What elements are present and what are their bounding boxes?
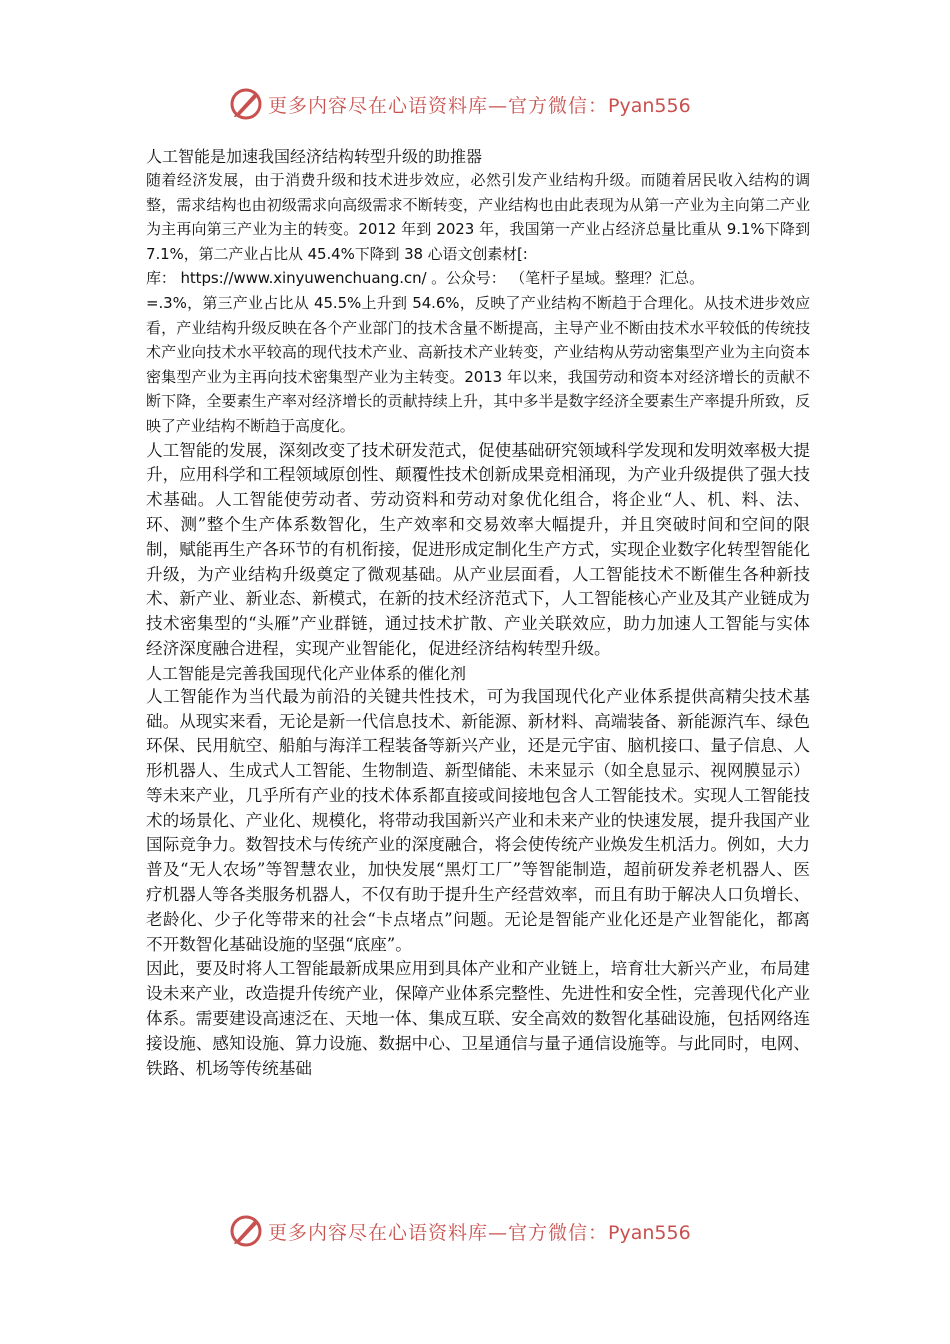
- banner-text: [268, 91, 691, 118]
- section-title-1: 人工智能是加速我国经济结构转型升级的助推器: [146, 147, 483, 166]
- brush-logo-icon: [228, 86, 264, 122]
- banner-wechat-id: Pyan556: [608, 94, 691, 117]
- document-body: [146, 145, 810, 1081]
- paragraph-1c: =.3%，第三产业占比从 45.5%上升到 54.6%，反映了产业结构不断趋于合理化。从技术进步效应看，产业结构升级反映在各个产业部门的技术含量不断提高，主导产业不断由技术水平较低的传统技术产业向技术水平较高的现代技术产业、高新技术产业转变，产业结构从劳动密集型产业为主向资本密集型产业为主再向技术密集型产业为主转变。2013 年以来，我国劳动和资本对经济增长的贡献不断下降，全要素生产率对经济增长的贡献持续上升，其中多半是数字经济全要素生产率提升所致，反映了产业结构不断趋于高度化。: [146, 293, 810, 435]
- paragraph-2: 人工智能的发展，深刻改变了技术研发范式，促使基础研究领域科学发现和发明效率极大提升，应用科学和工程领域原创性、颠覆性技术创新成果竞相涌现，为产业升级提供了强大技术基础。人工智能使劳动者、劳动资料和劳动对象优化组合，将企业“人、机、料、法、环、测”整个生产体系数智化，生产效率和交易效率大幅提升，并且突破时间和空间的限制，赋能再生产各环节的有机衔接，促进形成定制化生产方式，实现企业数字化转型智能化升级，为产业结构升级奠定了微观基础。从产业层面看，人工智能技术不断催生各种新技术、新产业、新业态、新模式，在新的技术经济范式下，人工智能核心产业及其产业链成为技术密集型的“头雁”产业群链，通过技术扩散、产业关联效应，助力加速人工智能与实体经济深度融合进程，实现产业智能化，促进经济结构转型升级。: [146, 440, 810, 658]
- banner-text: [268, 1218, 691, 1245]
- section-title-2: 人工智能是完善我国现代化产业体系的催化剂: [146, 663, 467, 683]
- banner-slogan: 更多内容尽在心语资料库—官方微信：: [268, 1221, 609, 1244]
- banner-slogan: 更多内容尽在心语资料库—官方微信：: [268, 94, 609, 117]
- brush-logo-icon: [228, 1213, 264, 1249]
- banner-wechat-id: Pyan556: [608, 1221, 691, 1244]
- footer-banner: [228, 1213, 748, 1249]
- paragraph-1a: 随着经济发展，由于消费升级和技术进步效应，必然引发产业结构升级。而随着居民收入结构的调整，需求结构也由初级需求向高级需求不断转变，产业结构也由此表现为从第一产业为主向第二产业为主再向第三产业为主的转变。2012 年到 2023 年，我国第一产业占经济总量比重从 9.1%下降到 7.1%，第二产业占比从 45.4%下降到 38 心语文创素材[:: [146, 171, 810, 263]
- paragraph-3: 人工智能作为当代最为前沿的关键共性技术，可为我国现代化产业体系提供高精尖技术基础。从现实来看，无论是新一代信息技术、新能源、新材料、高端装备、新能源汽车、绿色环保、民用航空、船舶与海洋工程装备等新兴产业，还是元宇宙、脑机接口、量子信息、人形机器人、生成式人工智能、生物制造、新型储能、未来显示（如全息显示、视网膜显示）等未来产业，几乎所有产业的技术体系都直接或间接地包含人工智能技术。实现人工智能技术的场景化、产业化、规模化，将带动我国新兴产业和未来产业的快速发展，提升我国产业国际竞争力。数智技术与传统产业的深度融合，将会使传统产业焕发生机活力。例如，大力普及“无人农场”等智慧农业，加快发展“黑灯工厂”等智能制造，超前研发养老机器人、医疗机器人等各类服务机器人，不仅有助于提升生产经营效率，而且有助于解决人口负增长、老龄化、少子化等带来的社会“卡点堵点”问题。无论是智能产业化还是产业智能化，都离不开数智化基础设施的坚强“底座”。: [146, 686, 810, 954]
- paragraph-4: 因此，要及时将人工智能最新成果应用到具体产业和产业链上，培育壮大新兴产业，布局建设未来产业，改造提升传统产业，保障产业体系完整性、先进性和安全性，完善现代化产业体系。需要建设高速泛在、天地一体、集成互联、安全高效的数智化基础设施，包括网络连接设施、感知设施、算力设施、数据中心、卫星通信与量子通信设施等。与此同时，电网、铁路、机场等传统基础: [146, 959, 810, 1078]
- header-banner: [228, 86, 748, 122]
- paragraph-1b: 库： https://www.xinyuwenchuang.cn/ 。公众号： （笔杆子星域。整理？汇总。: [146, 269, 704, 288]
